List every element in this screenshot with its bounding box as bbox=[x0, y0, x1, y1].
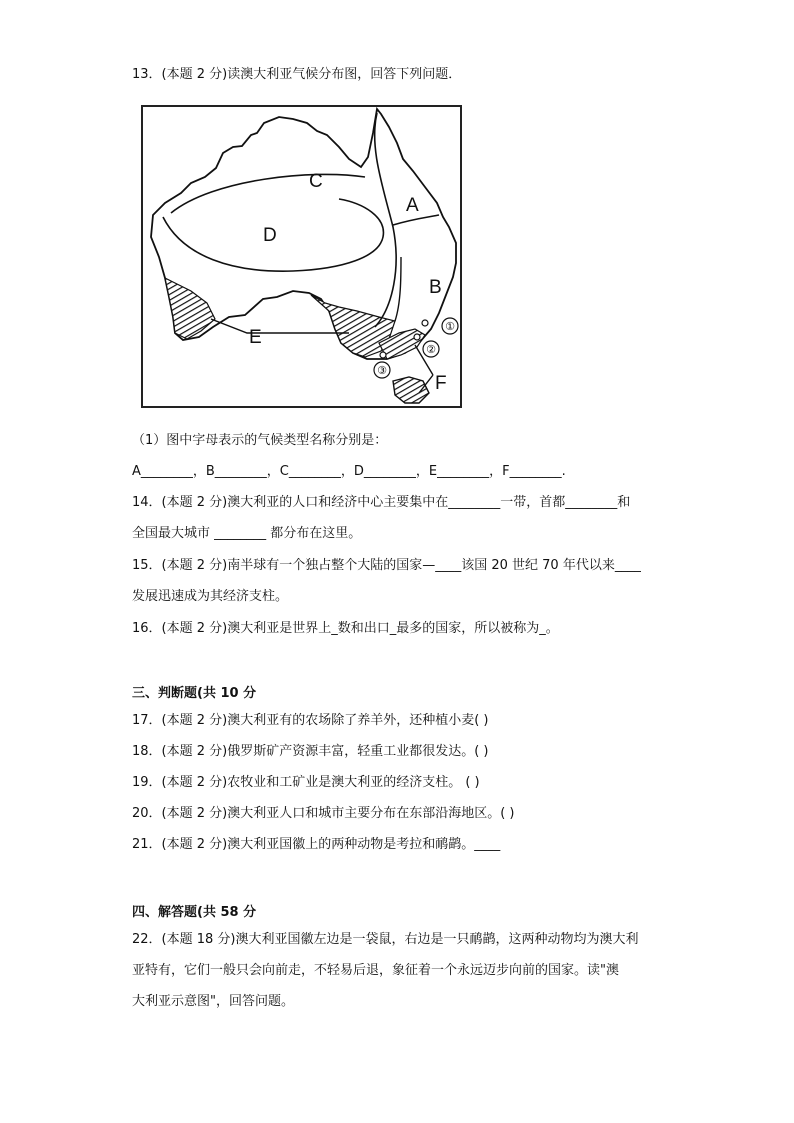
q21: 21．(本题 2 分)澳大利亚国徽上的两种动物是考拉和鸸鹋。____ bbox=[132, 837, 501, 852]
map-figure bbox=[143, 107, 460, 406]
label-c: C bbox=[309, 171, 323, 192]
city-dot-2 bbox=[422, 320, 428, 326]
label-f: F bbox=[435, 373, 447, 394]
section3-heading: 三、判断题(共 10 分 bbox=[132, 686, 257, 701]
tasmania bbox=[393, 377, 429, 403]
q14-line2: 全国最大城市 ________ 都分布在这里。 bbox=[132, 526, 362, 541]
city-dot-3 bbox=[380, 352, 386, 358]
q14-line1: 14．(本题 2 分)澳大利亚的人口和经济中心主要集中在________一带，首都________和 bbox=[132, 495, 631, 510]
q22-line2: 亚特有，它们一般只会向前走，不轻易后退，象征着一个永远迈步向前的国家。读"澳 bbox=[132, 963, 619, 978]
marker-1: ① bbox=[445, 320, 455, 333]
q13-blanks: A________，B________，C________，D________，E________，F________. bbox=[132, 464, 566, 479]
australia-climate-map bbox=[141, 105, 462, 408]
label-a: A bbox=[406, 195, 419, 216]
q13-sub1: （1）图中字母表示的气候类型名称分别是： bbox=[132, 433, 388, 448]
section4-heading: 四、解答题(共 58 分 bbox=[132, 905, 257, 920]
label-b: B bbox=[429, 277, 442, 298]
q19: 19．(本题 2 分)农牧业和工矿业是澳大利亚的经济支柱。 ( ) bbox=[132, 775, 480, 790]
marker-2: ② bbox=[426, 343, 436, 356]
q13-title: 13．(本题 2 分)读澳大利亚气候分布图，回答下列问题． bbox=[132, 67, 462, 82]
city-dot-1 bbox=[414, 334, 420, 340]
q15-line2: 发展迅速成为其经济支柱。 bbox=[132, 589, 289, 604]
q22-line3: 大利亚示意图"，回答问题。 bbox=[132, 994, 294, 1009]
marker-3: ③ bbox=[377, 364, 387, 377]
q17: 17．(本题 2 分)澳大利亚有的农场除了养羊外，还种植小麦( ) bbox=[132, 713, 489, 728]
label-d: D bbox=[263, 225, 277, 246]
q18: 18．(本题 2 分)俄罗斯矿产资源丰富，轻重工业都很发达。( ) bbox=[132, 744, 489, 759]
q22-line1: 22．(本题 18 分)澳大利亚国徽左边是一袋鼠，右边是一只鸸鹋，这两种动物均为澳大利 bbox=[132, 932, 639, 947]
q15-line1: 15．(本题 2 分)南半球有一个独占整个大陆的国家—____该国 20 世纪 70 年代以来____ bbox=[132, 558, 641, 573]
q16: 16．(本题 2 分)澳大利亚是世界上_数和出口_最多的国家，所以被称为_。 bbox=[132, 621, 559, 636]
e-callout bbox=[211, 319, 349, 333]
label-e: E bbox=[249, 327, 262, 348]
q20: 20．(本题 2 分)澳大利亚人口和城市主要分布在东部沿海地区。( ) bbox=[132, 806, 515, 821]
